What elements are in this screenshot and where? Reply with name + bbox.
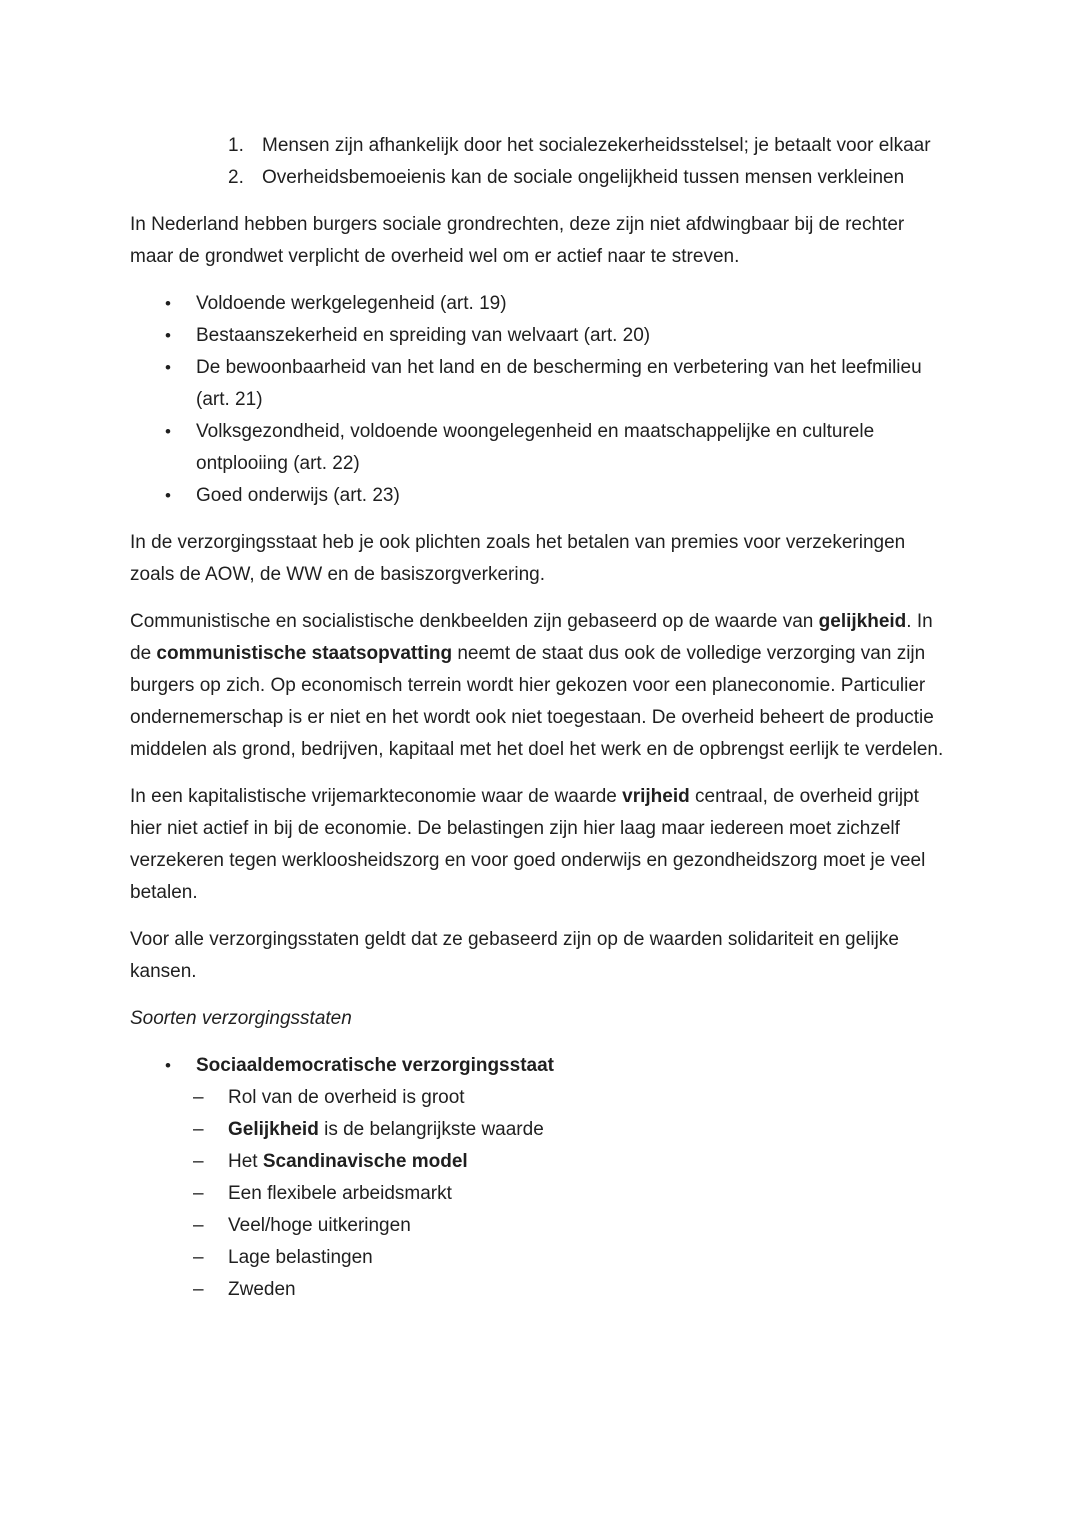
list-item-text: Volksgezondheid, voldoende woongelegenheid en maatschappelijke en culturele ontplooiing (art. 22) (196, 421, 875, 474)
dash-list-item (193, 1274, 950, 1306)
numbered-list (228, 130, 950, 194)
dash-list-item (193, 1210, 950, 1242)
dash-icon: – (193, 1151, 204, 1172)
dash-list-item (193, 1242, 950, 1274)
list-item-text: Veel/hoge uitkeringen (228, 1215, 411, 1236)
numbered-list-item (228, 162, 950, 194)
dash-icon: – (193, 1087, 204, 1108)
bullet-icon: • (165, 358, 171, 377)
dash-sub-list (193, 1082, 950, 1306)
paragraph-communisme: Communistische en socialistische denkbeelden zijn gebaseerd op de waarde van gelijkheid. In de communistische staatsopvatting neemt de staat dus ook de volledige verzorging van zijn burgers op zich. Op economisch terrein wordt hier gekozen voor een planeconomie. Particulier ondernemerschap is er niet en het wordt ook niet toegestaan. De overheid beheert de productie middelen als grond, bedrijven, kapitaal met het doel het werk en de opbrengst eerlijk te verdelen. (130, 611, 944, 760)
list-item-text: Mensen zijn afhankelijk door het socialezekerheidsstelsel; je betaalt voor elkaar (262, 135, 931, 156)
bullet-icon: • (165, 294, 171, 313)
list-item-text: Goed onderwijs (art. 23) (196, 485, 400, 506)
dash-icon: – (193, 1119, 204, 1140)
paragraph-plichten: In de verzorgingsstaat heb je ook plichten zoals het betalen van premies voor verzekeringen zoals de AOW, de WW en de basiszorgverkering. (130, 532, 906, 585)
list-item-text: Gelijkheid is de belangrijkste waarde (228, 1119, 544, 1140)
list-number: 2. (228, 167, 244, 188)
bullet-icon: • (165, 1056, 171, 1075)
section-heading-soorten: Soorten verzorgingsstaten (130, 1008, 352, 1029)
list-item-text: Lage belastingen (228, 1247, 373, 1268)
list-item-text: Overheidsbemoeienis kan de sociale ongelijkheid tussen mensen verkleinen (262, 167, 905, 188)
bullet-list-item (165, 320, 950, 352)
list-number: 1. (228, 135, 244, 156)
bullet-icon: • (165, 422, 171, 441)
numbered-list-item (228, 130, 950, 162)
list-item-text: Zweden (228, 1279, 296, 1300)
bullet-list-item (165, 416, 950, 480)
paragraph-grondrechten: In Nederland hebben burgers sociale grondrechten, deze zijn niet afdwingbaar bij de rechter maar de grondwet verplicht de overheid wel om er actief naar te streven. (130, 214, 905, 267)
list-item-text: Rol van de overheid is groot (228, 1087, 465, 1108)
bullet-list-item (165, 1050, 950, 1082)
bullet-list-grondrechten (165, 288, 950, 512)
list-item-text: Voldoende werkgelegenheid (art. 19) (196, 293, 507, 314)
dash-icon: – (193, 1247, 204, 1268)
dash-list-item (193, 1114, 950, 1146)
list-item-text: Bestaanszekerheid en spreiding van welvaart (art. 20) (196, 325, 651, 346)
bullet-icon: • (165, 486, 171, 505)
bullet-list-item (165, 352, 950, 416)
list-item-text: Het Scandinavische model (228, 1151, 468, 1172)
list-item-text: De bewoonbaarheid van het land en de bescherming en verbetering van het leefmilieu (art. 21) (196, 357, 922, 410)
dash-icon: – (193, 1279, 204, 1300)
bullet-list-item (165, 288, 950, 320)
list-item-text: Een flexibele arbeidsmarkt (228, 1183, 452, 1204)
paragraph-waarden: Voor alle verzorgingsstaten geldt dat ze gebaseerd zijn op de waarden solidariteit en gelijke kansen. (130, 929, 899, 982)
welfare-type-block (165, 1050, 950, 1306)
dash-list-item (193, 1146, 950, 1178)
bullet-list-item (165, 480, 950, 512)
dash-icon: – (193, 1183, 204, 1204)
bullet-icon: • (165, 326, 171, 345)
dash-list-item (193, 1178, 950, 1210)
welfare-type-title: Sociaaldemocratische verzorgingsstaat (196, 1055, 554, 1076)
paragraph-vrijemarkt: In een kapitalistische vrijemarkteconomie waar de waarde vrijheid centraal, de overheid grijpt hier niet actief in bij de economie. De belastingen zijn hier laag maar iedereen moet zichzelf verzekeren tegen werkloosheidszorg en voor goed onderwijs en gezondheidszorg moet je veel betalen. (130, 786, 926, 903)
dash-list-item (193, 1082, 950, 1114)
dash-icon: – (193, 1215, 204, 1236)
